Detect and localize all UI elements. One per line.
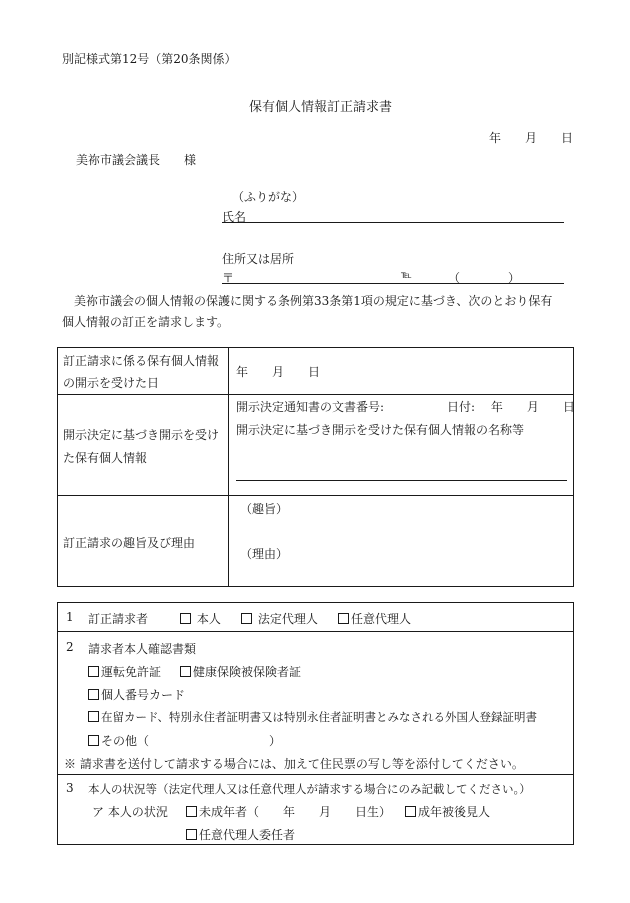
disclosure-date-label-2: の開示を受けた日	[63, 376, 160, 390]
option-health-insurance[interactable]: 健康保険被保険者証	[180, 663, 301, 680]
option-adult-ward[interactable]: 成年被後見人	[405, 803, 490, 820]
purpose-field[interactable]: （趣旨）	[240, 502, 289, 516]
id-documents-label: 請求者本人確認書類	[88, 642, 197, 656]
checkbox-icon[interactable]	[405, 806, 416, 817]
principal-status-a-label: ア 本人の状況	[92, 805, 168, 819]
section-2-number: 2	[66, 640, 74, 654]
form-number: 別記様式第12号（第20条関係）	[62, 52, 237, 66]
table-row-divider	[57, 394, 574, 395]
option-residence-card[interactable]: 在留カード、特別永住者証明書又は特別永住者証明書とみなされる外国人登録証明書	[88, 709, 537, 725]
disclosure-date-field[interactable]: 年 月 日	[236, 365, 321, 379]
checkbox-icon[interactable]	[88, 711, 99, 722]
option-legal-representative[interactable]: 法定代理人	[241, 610, 318, 627]
address-label: 住所又は居所	[222, 252, 295, 266]
section-1-number: 1	[66, 610, 74, 624]
checkbox-icon[interactable]	[186, 829, 197, 840]
disclosed-info-name-label: 開示決定に基づき開示を受けた保有個人情報の名称等	[236, 423, 525, 437]
tel-label: ℡	[401, 270, 412, 281]
disclosure-date-label: 訂正請求に係る保有個人情報	[63, 354, 220, 368]
table-row-divider	[57, 495, 574, 496]
mail-note: ※ 請求書を送付して請求する場合には、加えて住民票の写し等を添付してください。	[64, 757, 524, 771]
checkbox-icon[interactable]	[88, 689, 99, 700]
checkbox-icon[interactable]	[338, 613, 349, 624]
table-row-divider	[57, 774, 574, 775]
notice-document-number[interactable]: 開示決定通知書の文書番号:	[236, 400, 385, 414]
notice-date[interactable]: 日付: 年 月 日	[447, 400, 575, 414]
date-line[interactable]: 年 月 日	[489, 131, 574, 145]
option-drivers-license[interactable]: 運転免許証	[88, 663, 161, 680]
request-statement-line2: 個人情報の訂正を請求します。	[62, 315, 230, 329]
principal-status-label: 本人の状況等（法定代理人又は任意代理人が請求する場合にのみ記載してください。）	[88, 782, 531, 796]
option-self[interactable]: 本人	[180, 610, 221, 627]
purpose-reason-label: 訂正請求の趣旨及び理由	[63, 536, 196, 550]
address-field[interactable]	[222, 269, 564, 284]
addressee: 美祢市議会議長 様	[76, 153, 197, 167]
table-column-divider	[228, 347, 229, 587]
disclosed-info-label-2: た保有個人情報	[63, 451, 148, 465]
option-voluntary-agent[interactable]: 任意代理人	[338, 610, 411, 627]
furigana-label: （ふりがな）	[232, 190, 305, 204]
option-other[interactable]: その他（ ）	[88, 732, 281, 749]
reason-field[interactable]: （理由）	[240, 547, 289, 561]
name-label: 氏名	[222, 210, 247, 224]
checkbox-icon[interactable]	[180, 613, 191, 624]
name-field[interactable]	[222, 208, 564, 223]
tel-area-code[interactable]: （ ）	[448, 271, 521, 285]
checkbox-icon[interactable]	[186, 806, 197, 817]
requester-label: 訂正請求者	[88, 612, 149, 626]
checkbox-icon[interactable]	[88, 735, 99, 746]
checkbox-icon[interactable]	[180, 666, 191, 677]
disclosed-info-label: 開示決定に基づき開示を受け	[63, 428, 220, 442]
disclosed-info-name-field[interactable]	[236, 480, 567, 481]
option-minor[interactable]: 未成年者（ 年 月 日生）	[186, 803, 391, 820]
option-my-number-card[interactable]: 個人番号カード	[88, 686, 185, 703]
request-statement-line1: 美祢市議会の個人情報の保護に関する条例第33条第1項の規定に基づき、次のとおり保有	[62, 294, 553, 308]
section-3-number: 3	[66, 781, 74, 795]
table-row-divider	[57, 631, 574, 632]
checkbox-icon[interactable]	[241, 613, 252, 624]
document-title: 保有個人情報訂正請求書	[249, 100, 393, 115]
checkbox-icon[interactable]	[88, 666, 99, 677]
postal-mark: 〒	[222, 271, 235, 285]
option-principal-of-agent[interactable]: 任意代理人委任者	[186, 826, 295, 843]
